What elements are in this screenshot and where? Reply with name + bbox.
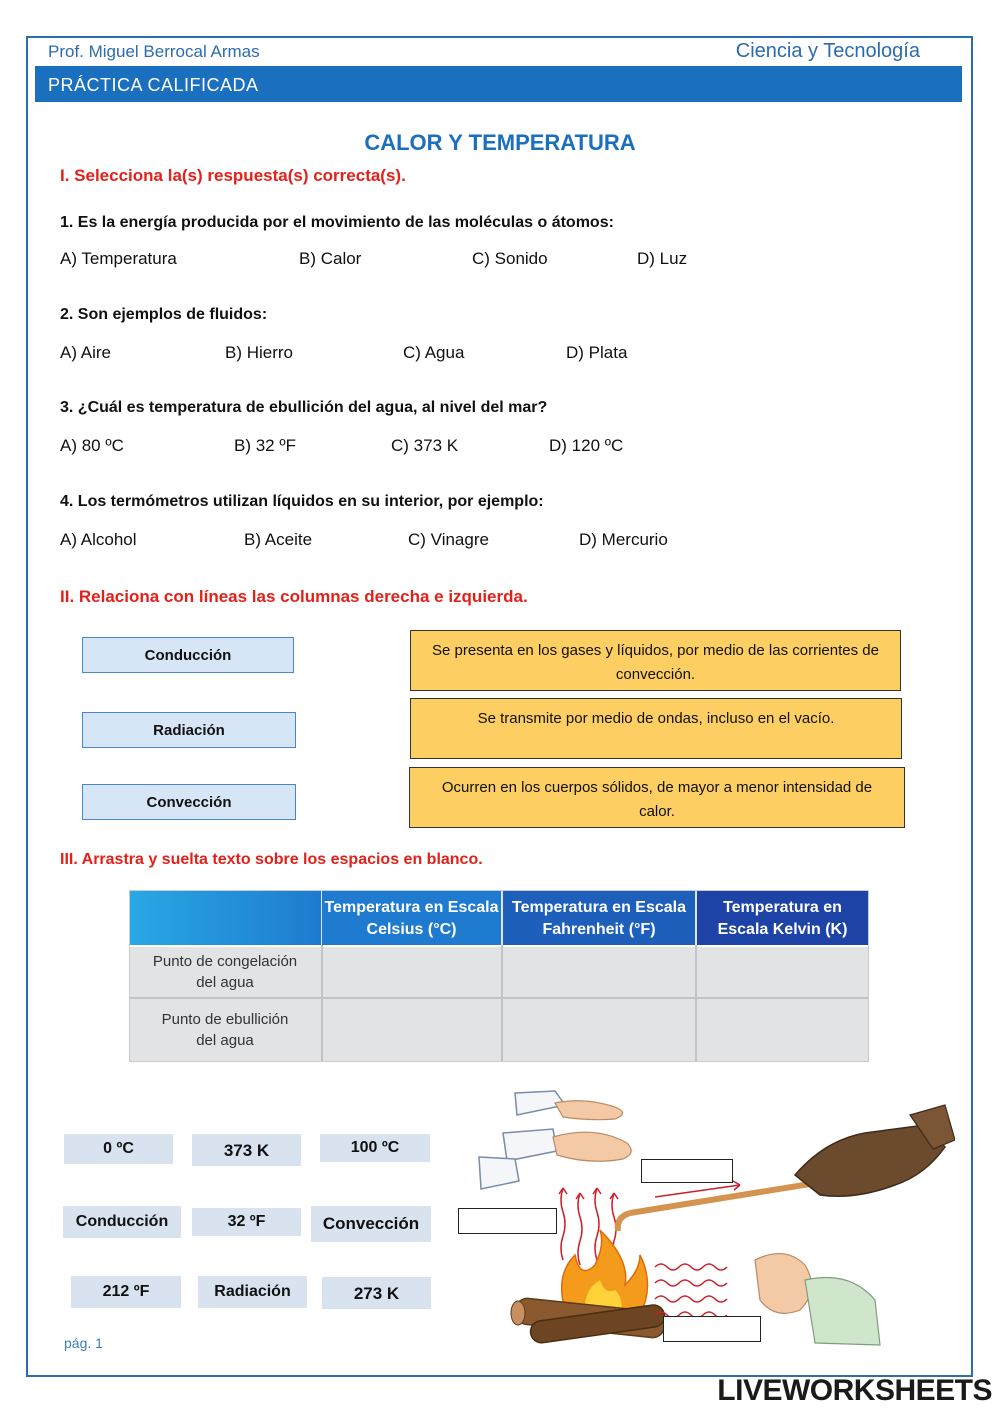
header-celsius: Temperatura en Escala Celsius (°C) (322, 891, 501, 945)
chip-0c[interactable]: 0 ºC (64, 1134, 173, 1164)
q4-option-d[interactable]: D) Mercurio (579, 530, 668, 549)
author-name: Prof. Miguel Berrocal Armas (48, 42, 260, 61)
q3-option-b[interactable]: B) 32 ºF (234, 436, 296, 455)
chip-373k[interactable]: 373 K (192, 1134, 301, 1166)
column-divider (321, 945, 323, 1061)
table-corner-header (130, 891, 321, 945)
temperature-table (129, 890, 869, 1062)
term-conduccion[interactable]: Conducción (82, 637, 294, 673)
drop-kelvin-ebullicion[interactable] (699, 1001, 866, 1059)
q3-option-d[interactable]: D) 120 ºC (549, 436, 624, 455)
column-divider (695, 945, 697, 1061)
q4-option-c[interactable]: C) Vinagre (408, 530, 489, 549)
q3-option-a[interactable]: A) 80 ºC (60, 436, 124, 455)
definition-conduccion[interactable]: Ocurren en los cuerpos sólidos, de mayor a menor intensidad de calor. (409, 767, 905, 828)
row-divider (130, 945, 868, 947)
page-title: CALOR Y TEMPERATURA (364, 130, 636, 155)
question-3: 3. ¿Cuál es temperatura de ebullición del agua, al nivel del mar? (60, 399, 548, 416)
drop-conveccion-label[interactable] (458, 1208, 557, 1234)
hands-icon (479, 1091, 631, 1189)
drop-celsius-congelacion[interactable] (325, 949, 499, 995)
chip-conveccion[interactable]: Convección (311, 1206, 431, 1242)
definition-radiacion[interactable]: Se transmite por medio de ondas, incluso en el vacío. (410, 698, 902, 759)
q1-option-a[interactable]: A) Temperatura (60, 249, 177, 268)
q3-option-c[interactable]: C) 373 K (391, 436, 459, 455)
chip-radiacion[interactable]: Radiación (198, 1276, 307, 1308)
campfire-icon (511, 1230, 666, 1344)
header-fahrenheit: Temperatura en Escala Fahrenheit (°F) (503, 891, 695, 945)
q2-option-c[interactable]: C) Agua (403, 343, 465, 362)
banner-bar (35, 66, 962, 102)
row-label-congelacion: Punto de congelación del agua (152, 953, 298, 991)
q2-option-d[interactable]: D) Plata (566, 343, 628, 362)
q2-option-b[interactable]: B) Hierro (225, 343, 294, 362)
q2-option-a[interactable]: A) Aire (60, 343, 112, 362)
drop-kelvin-congelacion[interactable] (699, 949, 866, 995)
section-1-heading: I. Selecciona la(s) respuesta(s) correcta(s). (60, 166, 406, 185)
term-radiacion[interactable]: Radiación (82, 712, 296, 748)
question-2: 2. Son ejemplos de fluidos: (60, 306, 268, 323)
q1-option-c[interactable]: C) Sonido (472, 249, 548, 268)
drop-celsius-ebullicion[interactable] (325, 1001, 499, 1059)
q1-option-d[interactable]: D) Luz (637, 249, 688, 268)
section-2-heading: II. Relaciona con líneas las columnas derecha e izquierda. (60, 587, 528, 606)
liveworksheets-logo (717, 1374, 992, 1408)
term-conveccion[interactable]: Convección (82, 784, 296, 820)
chip-212f[interactable]: 212 ºF (71, 1276, 181, 1308)
question-4: 4. Los termómetros utilizan líquidos en su interior, por ejemplo: (60, 493, 544, 510)
page-number: pág. 1 (64, 1335, 103, 1351)
radiation-waves-icon (655, 1264, 727, 1318)
chip-100c[interactable]: 100 ºC (320, 1134, 430, 1162)
chip-273k[interactable]: 273 K (322, 1277, 431, 1309)
drop-conduccion-label[interactable] (641, 1159, 733, 1183)
section-3-heading: III. Arrastra y suelta texto sobre los espacios en blanco. (60, 851, 483, 868)
warm-hands-icon (755, 1254, 880, 1345)
q4-option-b[interactable]: B) Aceite (244, 530, 313, 549)
chip-32f[interactable]: 32 ºF (192, 1208, 301, 1236)
brand-text: LIVEWORKSHEETS (717, 1374, 992, 1407)
q1-option-b[interactable]: B) Calor (299, 249, 362, 268)
subject-name: Ciencia y Tecnología (735, 40, 920, 62)
question-1: 1. Es la energía producida por el movimiento de las moléculas o átomos: (60, 214, 614, 231)
q4-option-a[interactable]: A) Alcohol (60, 530, 137, 549)
column-divider (501, 945, 503, 1061)
drop-fahrenheit-ebullicion[interactable] (505, 1001, 693, 1059)
row-label-ebullicion: Punto de ebullición del agua (161, 1011, 289, 1049)
row-divider (130, 997, 868, 999)
definition-conveccion[interactable]: Se presenta en los gases y líquidos, por medio de las corrientes de convección. (410, 630, 901, 691)
drop-radiacion-label[interactable] (663, 1316, 761, 1342)
chip-conduccion[interactable]: Conducción (63, 1206, 181, 1238)
banner-text: PRÁCTICA CALIFICADA (48, 75, 259, 95)
drop-fahrenheit-congelacion[interactable] (505, 949, 693, 995)
header-kelvin: Temperatura en Escala Kelvin (K) (697, 891, 868, 945)
